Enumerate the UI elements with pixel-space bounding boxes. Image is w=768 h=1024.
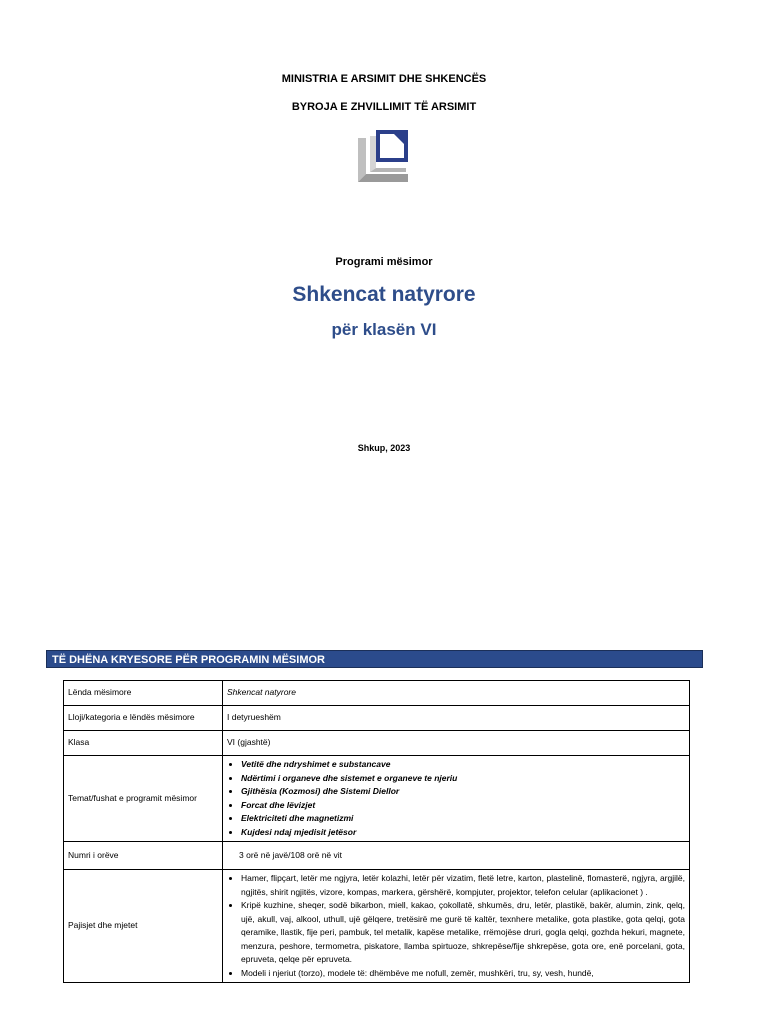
list-item: • Kujdesi ndaj mjedisit jetësor xyxy=(241,826,685,840)
category-label: Lloji/kategoria e lëndës mësimore xyxy=(64,706,223,731)
table-row-grade xyxy=(64,731,690,756)
subtitle: për klasën VI xyxy=(331,320,437,339)
list-item: • Kripë kuzhine, sheqer, sodë bikarbon, miell, kakao, çokollatë, shkumës, dru, letër, plastikë, bakër, alumin, zink, qelq, ujë, akull, vaj, alkool, uthull, ujë gëlqere, tretësirë me gurë të kaltër, texnhere metalike, gota plastike, gota qelqi, gota qeramike, llastik, fije peri, pambuk, tel metalik, kapëse metalike, rrëmojëse druri, gogla qelqi, gozhda hekuri, magnete, menzura, peshore, termometra, piskatore, llamba spirtuoze, shkrepëse/fije shkrepëse, gota ore, enë porcelani, gota, epruveta, qelqe për epruveta. xyxy=(241,899,685,967)
hours-value: 3 orë në javë/108 orë në vit xyxy=(223,842,690,870)
list-item: • Vetitë dhe ndryshimet e substancave xyxy=(241,758,685,772)
main-title: Shkencat natyrore xyxy=(292,283,476,306)
table-row-subject xyxy=(64,681,690,706)
bureau-logo xyxy=(356,128,412,184)
grade-label: Klasa xyxy=(64,731,223,756)
list-item: • Gjithësia (Kozmosi) dhe Sistemi Diellor xyxy=(241,785,685,799)
table-row-topics xyxy=(64,756,690,842)
list-item: • Elektriciteti dhe magnetizmi xyxy=(241,812,685,826)
category-value: I detyrueshëm xyxy=(223,706,690,731)
table-row-category xyxy=(64,706,690,731)
subject-label: Lënda mësimore xyxy=(64,681,223,706)
bureau-name: BYROJA E ZHVILLIMIT TË ARSIMIT xyxy=(291,101,477,113)
table-row-equipment xyxy=(64,870,690,983)
program-label: Programi mësimor xyxy=(335,256,433,268)
equipment-list xyxy=(227,872,685,980)
info-table xyxy=(63,680,690,983)
topics-label: Temat/fushat e programit mësimor xyxy=(64,756,223,842)
list-item: • Hamer, flipçart, letër me ngjyra, letër kolazhi, letër për vizatim, fletë letre, karton, plastelinë, flomasterë, ngjyra, argjilë, ngjitës, shirit ngjitës, vizore, kompas, markera, gërshërë, kompjuter, projektor, telefon celular (aplikacionet ) . xyxy=(241,872,685,899)
list-item: • Ndërtimi i organeve dhe sistemet e organeve te njeriu xyxy=(241,772,685,786)
hours-label: Numri i orëve xyxy=(64,842,223,870)
equipment-cell xyxy=(223,870,690,983)
topics-cell xyxy=(223,756,690,842)
list-item: • Modeli i njeriut (torzo), modele të: dhëmbëve me nofull, zemër, mushkëri, tru, sy, vesh, hundë, xyxy=(241,967,685,981)
grade-value: VI (gjashtë) xyxy=(223,731,690,756)
table-row-hours xyxy=(64,842,690,870)
place-year: Shkup, 2023 xyxy=(357,443,411,453)
topics-list xyxy=(227,758,685,839)
ministry-name: MINISTRIA E ARSIMIT DHE SHKENCËS xyxy=(281,73,487,85)
equipment-label: Pajisjet dhe mjetet xyxy=(64,870,223,983)
list-item: • Forcat dhe lëvizjet xyxy=(241,799,685,813)
section-title-banner: TË DHËNA KRYESORE PËR PROGRAMIN MËSIMOR xyxy=(46,650,703,668)
subject-value: Shkencat natyrore xyxy=(223,681,690,706)
